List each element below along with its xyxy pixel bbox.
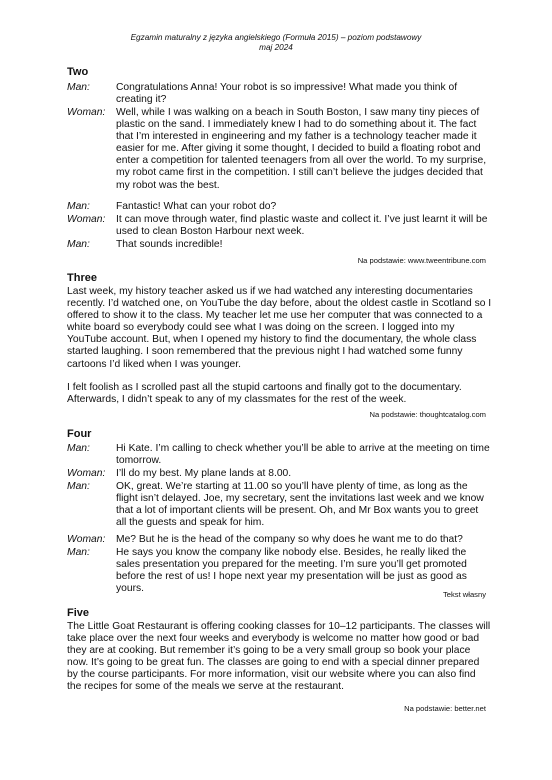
dialogue-line: Congratulations Anna! Your robot is so impressive! What made you think of creating it? [116, 82, 458, 106]
dialogue-line: I’ll do my best. My plane lands at 8.00. [116, 468, 292, 479]
dialogue-speaker: Woman: [67, 534, 106, 545]
source-note: Na podstawie: thoughtcatalog.com [369, 410, 486, 419]
dialogue-speaker: Woman: [67, 214, 106, 225]
dialogue-line: Well, while I was walking on a beach in South Boston, I saw many tiny pieces of plastic on the sand. I immediately knew I had to do something about it. The fact that I’m interested in engineering and my father is a technology teacher made it easier for me. After giving it some thought, I decided to build a floating robot and enter a competition for talented teenagers from all over the world. To my surprise, my robot came first in the competition. I still can’t believe the judges decided that my robot was the best. [116, 107, 487, 191]
dialogue-line: It can move through water, find plastic waste and collect it. I’ve just learnt it will be used to clean Boston Harbour next week. [116, 214, 488, 238]
exam-header-line1: Egzamin maturalny z języka angielskiego (Formuła 2015) – poziom podstawowy [130, 33, 422, 42]
dialogue-speaker: Man: [67, 201, 90, 212]
dialogue-speaker: Man: [67, 481, 90, 492]
source-note: Tekst własny [442, 590, 486, 599]
section-three-paragraph: Last week, my history teacher asked us if we had watched any interesting documentaries recently. I’d watched one, on YouTube the day before, about the oldest castle in Scotland so I offered to show it to the class. My teacher let me use her computer that was connected to a white board so everybody could see what I was doing on the screen. I logged into my YouTube account. But, when I opened my history to find the documentary, the whole class started laughing. I soon remembered that the previous night I had watched some funny cartoons I’d liked when I was younger. [67, 286, 492, 370]
dialogue-speaker: Man: [67, 239, 90, 250]
dialogue-speaker: Woman: [67, 468, 106, 479]
dialogue-speaker: Man: [67, 443, 90, 454]
source-note: Na podstawie: www.tweentribune.com [357, 256, 486, 265]
section-five-title: Five [67, 607, 90, 619]
source-note: Na podstawie: better.net [404, 704, 486, 713]
dialogue-line: Hi Kate. I’m calling to check whether you’ll be able to arrive at the meeting on time tomorrow. [116, 443, 490, 467]
dialogue-line: Fantastic! What can your robot do? [116, 201, 277, 212]
dialogue-line: That sounds incredible! [116, 239, 223, 250]
exam-header [0, 33, 552, 53]
dialogue-line: OK, great. We’re starting at 11.00 so you’ll have plenty of time, as long as the flight isn’t delayed. Joe, my secretary, sent the invitations last week and we know that a lot of important clients will be present. Oh, and Mr Box wants you to greet all the guests and speak for him. [116, 481, 484, 529]
section-two-title: Two [67, 66, 89, 78]
dialogue-speaker: Man: [67, 82, 90, 93]
section-four-title: Four [67, 428, 92, 440]
dialogue-line: Me? But he is the head of the company so why does he want me to do that? [116, 534, 463, 545]
section-five-paragraph: The Little Goat Restaurant is offering cooking classes for 10–12 participants. The classes will take place over the next four weeks and everybody is welcome no matter how good or bad they are at cooking. But remember it’s going to be a very small group so book your place now. It’s going to be great fun. The classes are going to end with a special dinner prepared by the course participants. For more information, visit our website where you can also find the recipes for some of the meals we serve at the restaurant. [67, 621, 491, 693]
section-three-title: Three [67, 272, 97, 284]
dialogue-speaker: Woman: [67, 107, 106, 118]
exam-header-line2: maj 2024 [259, 43, 293, 52]
section-three-paragraph: I felt foolish as I scrolled past all the stupid cartoons and finally got to the documentary. Afterwards, I didn’t speak to any of my classmates for the rest of the week. [67, 382, 462, 406]
dialogue-speaker: Man: [67, 547, 90, 558]
dialogue-line: He says you know the company like nobody else. Besides, he really liked the sales presentation you prepared for the meeting. I’m sure you’ll get promoted before the rest of us! I hope next year my presentation will be just as good as yours. [116, 547, 467, 595]
